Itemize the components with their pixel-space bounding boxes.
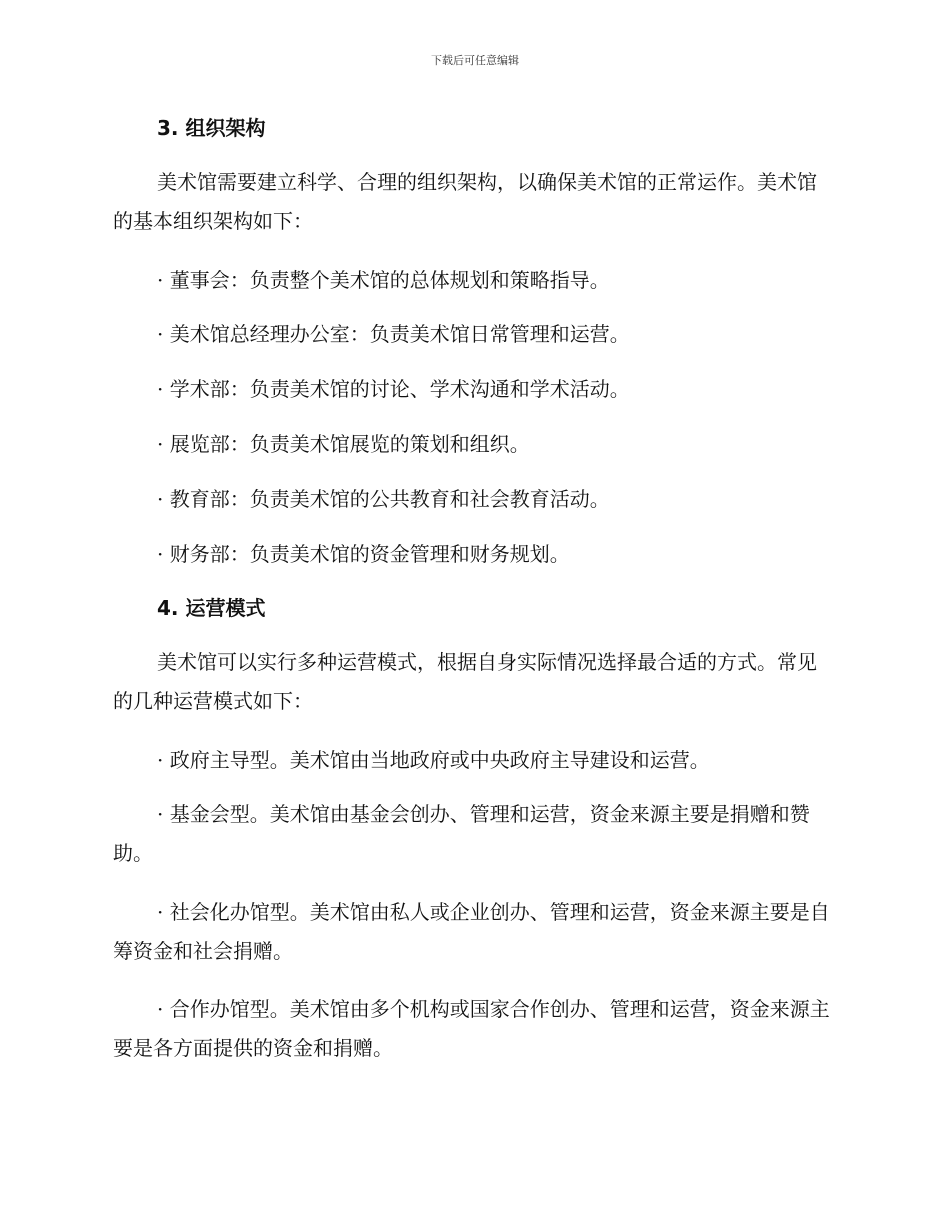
list-item-foundation: · 基金会型。美术馆由基金会创办、管理和运营，资金来源主要是捐赠和赞助。 xyxy=(113,802,810,865)
section-4-heading: 4. 运营模式 xyxy=(157,596,266,620)
page-header: 下载后可任意编辑 xyxy=(431,54,519,67)
list-item-social: · 社会化办馆型。美术馆由私人或企业创办、管理和运营，资金来源主要是自筹资金和社会捐赠。 xyxy=(113,900,830,963)
list-item-exhibition: · 展览部：负责美术馆展览的策划和组织。 xyxy=(157,432,530,456)
list-item-education: · 教育部：负责美术馆的公共教育和社会教育活动。 xyxy=(157,487,610,511)
list-item-cooperative: · 合作办馆型。美术馆由多个机构或国家合作创办、管理和运营，资金来源主要是各方面提供的资金和捐赠。 xyxy=(113,997,830,1060)
section-4-intro: 美术馆可以实行多种运营模式，根据自身实际情况选择最合适的方式。常见的几种运营模式如下： xyxy=(113,650,817,713)
list-item-government: · 政府主导型。美术馆由当地政府或中央政府主导建设和运营。 xyxy=(157,748,710,772)
list-item-gm-office: · 美术馆总经理办公室：负责美术馆日常管理和运营。 xyxy=(157,322,630,346)
list-item-finance: · 财务部：负责美术馆的资金管理和财务规划。 xyxy=(157,542,570,566)
list-item-academic: · 学术部：负责美术馆的讨论、学术沟通和学术活动。 xyxy=(157,377,630,401)
section-3-heading: 3. 组织架构 xyxy=(157,116,266,140)
list-item-board: · 董事会：负责整个美术馆的总体规划和策略指导。 xyxy=(157,268,610,292)
section-3-intro: 美术馆需要建立科学、合理的组织架构，以确保美术馆的正常运作。美术馆的基本组织架构如下： xyxy=(113,170,817,233)
